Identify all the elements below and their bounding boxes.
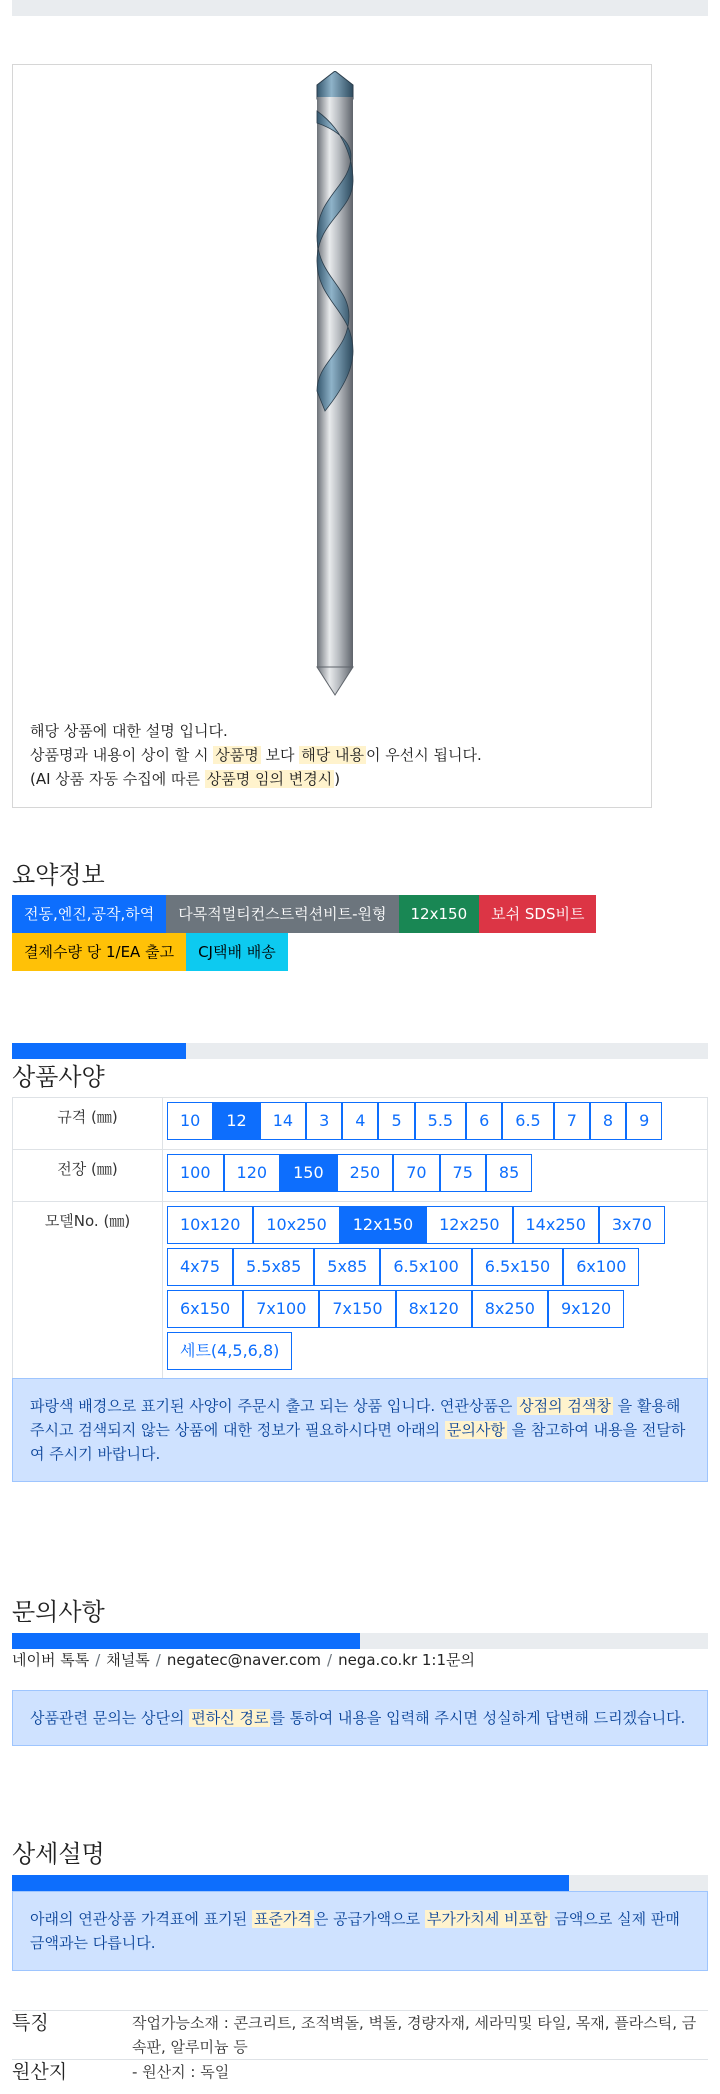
spec-option[interactable]: 3x70: [599, 1206, 665, 1244]
spec-option[interactable]: 5.5: [415, 1102, 466, 1140]
spec-option[interactable]: 4: [342, 1102, 378, 1140]
spec-option[interactable]: 8x250: [472, 1290, 548, 1328]
spec-options: [163, 1098, 708, 1150]
spec-option[interactable]: 4x75: [167, 1248, 233, 1286]
spec-option[interactable]: 14x250: [513, 1206, 599, 1244]
spec-option[interactable]: 8x120: [396, 1290, 472, 1328]
spec-option[interactable]: 6.5x100: [380, 1248, 471, 1286]
spec-option[interactable]: 75: [440, 1154, 486, 1192]
spec-table: [12, 1097, 708, 1379]
highlight: 상점의 검색창: [519, 1397, 611, 1415]
highlight: 상품명 임의 변경시: [206, 770, 333, 788]
contact-email[interactable]: negatec@naver.com: [166, 1651, 322, 1669]
spec-option[interactable]: 12x150: [340, 1206, 426, 1244]
spec-option[interactable]: 6x150: [167, 1290, 243, 1328]
section-title-detail: 상세설명: [12, 1840, 105, 1868]
spec-option[interactable]: 250: [337, 1154, 394, 1192]
contact-channels: [12, 1649, 475, 1670]
highlight: 해당 내용: [301, 746, 364, 764]
highlight: 상품명: [215, 746, 259, 764]
product-description: [30, 719, 482, 791]
spec-option[interactable]: 10: [167, 1102, 213, 1140]
detail-value: 작업가능소재 : 콘크리트, 조적벽돌, 벽돌, 경량자재, 세라믹및 타일, 목재, 플라스틱, 금속판, 알루미늄 등: [132, 2011, 708, 2060]
product-image-card: [12, 64, 652, 808]
separator: /: [327, 1651, 333, 1669]
badge-quantity: 결제수량 당 1/EA 출고: [12, 933, 186, 971]
badge-product-name: 다목적멀티컨스트럭션비트-원형: [166, 895, 398, 933]
spec-option[interactable]: 70: [393, 1154, 439, 1192]
spec-option[interactable]: 5: [378, 1102, 414, 1140]
inquiry-progress-bar: [12, 1633, 708, 1649]
separator: /: [155, 1651, 161, 1669]
spec-options: [163, 1202, 708, 1379]
summary-badges: [12, 895, 708, 971]
top-progress-bar: [12, 0, 708, 16]
spec-option[interactable]: 10x120: [167, 1206, 253, 1244]
badge-brand: 보쉬 SDS비트: [479, 895, 596, 933]
spec-row-size: [13, 1098, 708, 1150]
spec-option[interactable]: 10x250: [253, 1206, 339, 1244]
spec-row-model: [13, 1202, 708, 1379]
spec-label: 모델No. (㎜): [13, 1202, 163, 1379]
badge-shipping: CJ택배 배송: [186, 933, 288, 971]
contact-channel-talk[interactable]: 채널톡: [106, 1651, 150, 1669]
spec-option[interactable]: 8: [590, 1102, 626, 1140]
spec-option[interactable]: 12x250: [426, 1206, 512, 1244]
drill-bit-image: [305, 71, 365, 701]
detail-table: [12, 2010, 708, 2084]
detail-key: 원산지: [12, 2060, 132, 2085]
spec-option[interactable]: 5.5x85: [233, 1248, 314, 1286]
desc-line-1: 해당 상품에 대한 설명 입니다.: [30, 722, 228, 740]
detail-progress-bar: [12, 1875, 708, 1891]
desc-line-3: (AI 상품 자동 수집에 따른 상품명 임의 변경시 ): [30, 770, 341, 788]
detail-row-origin: [12, 2060, 708, 2085]
spec-option[interactable]: 85: [486, 1154, 532, 1192]
spec-option[interactable]: 12: [213, 1102, 259, 1140]
spec-option[interactable]: 120: [224, 1154, 281, 1192]
spec-label: 전장 (㎜): [13, 1150, 163, 1202]
inquiry-notice: 상품관련 문의는 상단의 편하신 경로 를 통하여 내용을 입력해 주시면 성실하게 답변해 드리겠습니다.: [12, 1690, 708, 1746]
spec-option[interactable]: 6.5: [502, 1102, 553, 1140]
progress-fill: [12, 1875, 569, 1891]
spec-option[interactable]: 100: [167, 1154, 224, 1192]
highlight: 부가가치세 비포함: [426, 1910, 548, 1928]
badge-model: 12x150: [399, 895, 480, 933]
spec-option[interactable]: 9x120: [548, 1290, 624, 1328]
highlight: 표준가격: [253, 1910, 312, 1928]
spec-option[interactable]: 6x100: [563, 1248, 639, 1286]
spec-option[interactable]: 6: [466, 1102, 502, 1140]
spec-option[interactable]: 14: [260, 1102, 306, 1140]
spec-progress-bar: [12, 1043, 708, 1059]
spec-option[interactable]: 150: [280, 1154, 337, 1192]
spec-option[interactable]: 9: [626, 1102, 662, 1140]
detail-notice: 아래의 연관상품 가격표에 표기된 표준가격 은 공급가액으로 부가가치세 비포함 금액으로 실제 판매금액과는 다릅니다.: [12, 1891, 708, 1971]
section-title-summary: 요약정보: [12, 861, 105, 889]
badge-category: 전동,엔진,공작,하역: [12, 895, 166, 933]
spec-option[interactable]: 6.5x150: [472, 1248, 563, 1286]
section-title-spec: 상품사양: [12, 1063, 105, 1091]
spec-option[interactable]: 5x85: [314, 1248, 380, 1286]
spec-option[interactable]: 7: [554, 1102, 590, 1140]
spec-label: 규격 (㎜): [13, 1098, 163, 1150]
desc-line-2: 상품명과 내용이 상이 할 시 상품명 보다 해당 내용 이 우선시 됩니다.: [30, 746, 482, 764]
spec-option[interactable]: 3: [306, 1102, 342, 1140]
spec-option[interactable]: 7x100: [243, 1290, 319, 1328]
detail-row-features: [12, 2011, 708, 2060]
spec-option[interactable]: 세트(4,5,6,8): [167, 1332, 292, 1370]
spec-notice: 파랑색 배경으로 표기된 사양이 주문시 출고 되는 상품 입니다. 연관상품은 상점의 검색창 을 활용해 주시고 검색되지 않는 상품에 대한 정보가 필요하시다면 아래의 문의사항 을 참고하여 내용을 전달하여 주시기 바랍니다.: [12, 1378, 708, 1482]
separator: /: [95, 1651, 101, 1669]
spec-options: [163, 1150, 708, 1202]
progress-fill: [12, 1633, 360, 1649]
highlight: 편하신 경로: [191, 1709, 269, 1727]
contact-site-inquiry[interactable]: nega.co.kr 1:1문의: [338, 1651, 475, 1669]
highlight: 문의사항: [446, 1421, 505, 1439]
section-title-inquiry: 문의사항: [12, 1598, 105, 1626]
detail-key: 특징: [12, 2011, 132, 2060]
detail-value: - 원산지 : 독일: [132, 2060, 708, 2085]
contact-naver-talk[interactable]: 네이버 톡톡: [12, 1651, 90, 1669]
spec-option[interactable]: 7x150: [319, 1290, 395, 1328]
spec-row-length: [13, 1150, 708, 1202]
